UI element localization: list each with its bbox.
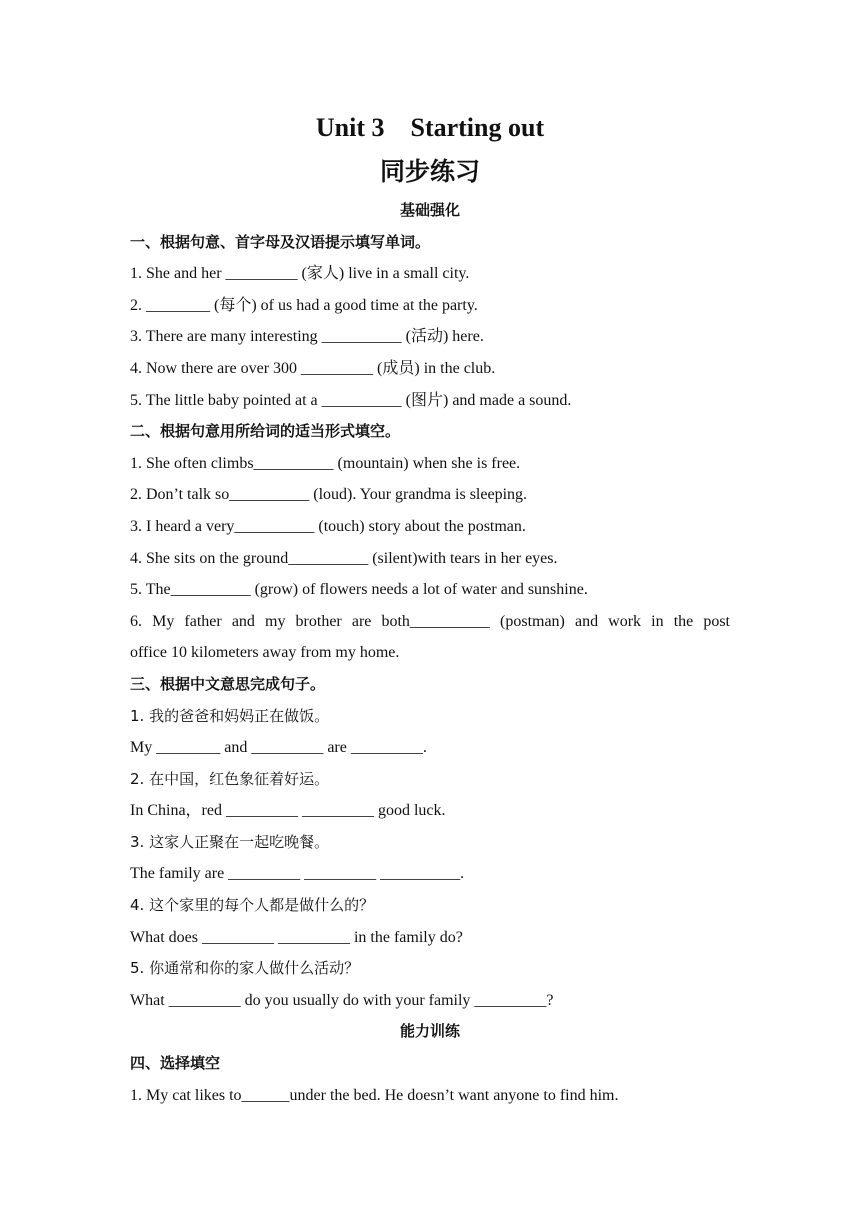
section-2-item: 3. I heard a very__________ (touch) story about the postman. — [130, 517, 526, 535]
section-2-item-continued: office 10 kilometers away from my home. — [130, 644, 400, 662]
section-3-english-sentence: In China，red _________ _________ good luck. — [130, 802, 446, 820]
section-1-item: 4. Now there are over 300 _________ (成员) in the club. — [130, 359, 496, 377]
section-3-heading: 三、根据中文意思完成句子。 — [130, 674, 326, 693]
section-1-item: 1. She and her _________ (家人) live in a small city. — [130, 265, 470, 283]
section-3-chinese-prompt: 4. 这个家里的每个人都是做什么的？ — [130, 896, 375, 915]
section-3-chinese-prompt: 3. 这家人正聚在一起吃晚餐。 — [130, 832, 330, 851]
section-1-heading: 一、根据句意、首字母及汉语提示填写单词。 — [130, 232, 431, 251]
section-2-item: 4. She sits on the ground__________ (silent)with tears in her eyes. — [130, 549, 558, 567]
part-heading-ability: 能力训练 — [399, 1022, 460, 1041]
section-3-chinese-prompt: 5. 你通常和你的家人做什么活动？ — [130, 959, 360, 978]
section-4-heading: 四、选择填空 — [130, 1054, 221, 1073]
exercise-content — [130, 195, 730, 1111]
section-4-item: 1. My cat likes to______under the bed. He doesn’t want anyone to find him. — [130, 1086, 619, 1104]
part-heading-basic: 基础强化 — [399, 201, 460, 219]
document-title: Unit 3 Starting out — [315, 113, 545, 142]
section-3-english-sentence: My ________ and _________ are _________. — [130, 739, 427, 757]
section-2-item: 2. Don’t talk so__________ (loud). Your grandma is sleeping. — [130, 486, 528, 504]
section-3-chinese-prompt: 2. 在中国，红色象征着好运。 — [130, 769, 330, 788]
section-2-item: 6. My father and my brother are both__________ (postman) and work in the post — [130, 612, 730, 630]
section-2-item: 5. The__________ (grow) of flowers needs a lot of water and sunshine. — [130, 581, 588, 599]
section-3-chinese-prompt: 1. 我的爸爸和妈妈正在做饭。 — [130, 706, 330, 725]
section-2-item: 1. She often climbs__________ (mountain) when she is free. — [130, 454, 521, 472]
section-3-english-sentence: What _________ do you usually do with your family _________? — [130, 991, 554, 1009]
section-3-english-sentence: What does _________ _________ in the family do? — [130, 928, 463, 946]
section-1-item: 3. There are many interesting __________ (活动) here. — [130, 328, 484, 346]
section-2-heading: 二、根据句意用所给词的适当形式填空。 — [130, 422, 401, 441]
section-1-item: 2. ________ (每个) of us had a good time at the party. — [130, 296, 478, 314]
section-3-english-sentence: The family are _________ _________ __________. — [130, 865, 465, 883]
section-1-item: 5. The little baby pointed at a __________ (图片) and made a sound. — [130, 391, 572, 409]
document-subtitle: 同步练习 — [379, 157, 480, 186]
